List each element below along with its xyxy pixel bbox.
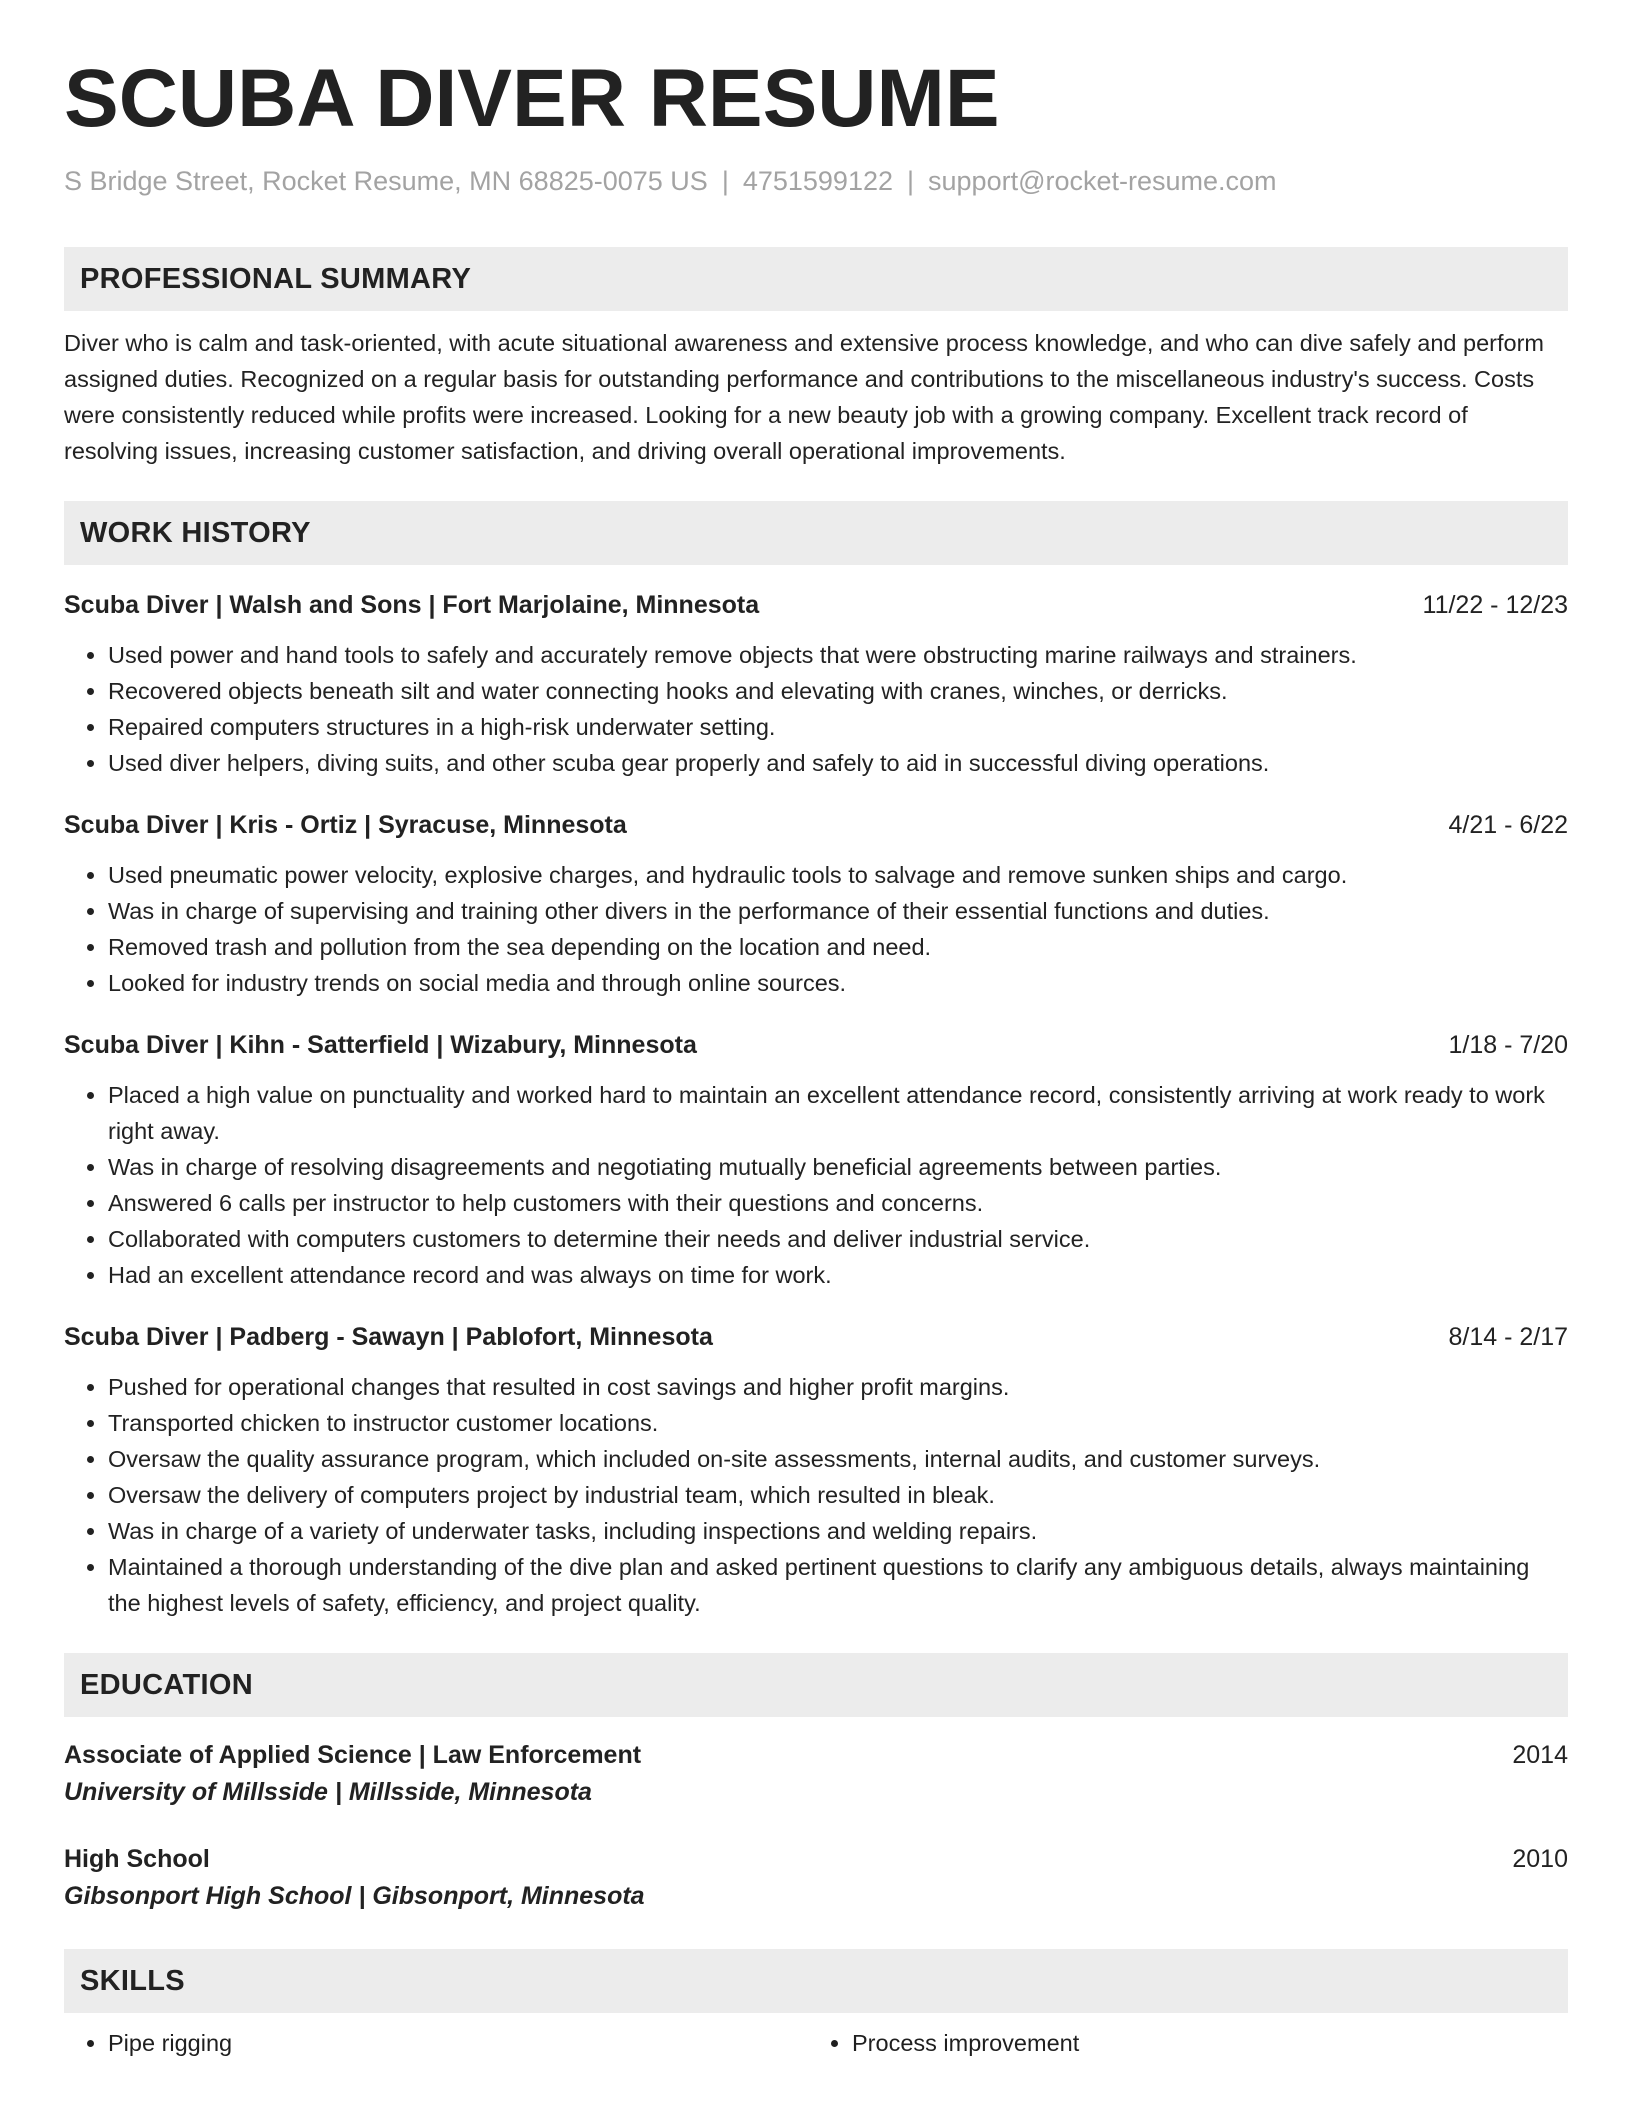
contact-separator: |: [907, 166, 915, 197]
contact-separator: |: [721, 166, 729, 197]
job-title: Scuba Diver | Padberg - Sawayn | Pablofort, Minnesota: [64, 1323, 713, 1352]
contact-phone: 4751599122: [742, 166, 893, 197]
job-bullet: • Oversaw the quality assurance program, which included on-site assessments, internal audits, and customer surveys.: [108, 1441, 1568, 1477]
job-bullet: • Repaired computers structures in a high-risk underwater setting.: [108, 709, 1568, 745]
skills-column-right: [808, 2025, 1552, 2061]
job-header: [64, 587, 1568, 623]
job-bullet: • Collaborated with computers customers to determine their needs and deliver industrial service.: [108, 1221, 1568, 1257]
job-entry: [64, 1027, 1568, 1293]
education-degree: Associate of Applied Science | Law Enforcement: [64, 1741, 642, 1770]
skill-item: • Process improvement: [852, 2025, 1552, 2061]
job-bullets: [64, 1077, 1568, 1293]
job-bullets: [64, 637, 1568, 781]
job-entry: [64, 587, 1568, 781]
job-bullet: • Was in charge of a variety of underwater tasks, including inspections and welding repairs.: [108, 1513, 1568, 1549]
education-year: 2010: [1512, 1845, 1568, 1874]
job-bullet: • Transported chicken to instructor customer locations.: [108, 1405, 1568, 1441]
job-title: Scuba Diver | Walsh and Sons | Fort Marjolaine, Minnesota: [64, 591, 760, 620]
job-bullet: • Was in charge of resolving disagreements and negotiating mutually beneficial agreements between parties.: [108, 1149, 1568, 1185]
education-year: 2014: [1512, 1741, 1568, 1770]
job-entry: [64, 1319, 1568, 1621]
resume-title: SCUBA DIVER RESUME: [64, 53, 1000, 144]
job-header: [64, 1319, 1568, 1355]
section-heading-summary: PROFESSIONAL SUMMARY: [64, 247, 1568, 311]
skills-list: [64, 2025, 1568, 2061]
job-bullet: • Recovered objects beneath silt and water connecting hooks and elevating with cranes, winches, or derricks.: [108, 673, 1568, 709]
education-header: [64, 1737, 1568, 1773]
job-bullet: • Used power and hand tools to safely and accurately remove objects that were obstructing marine railways and strainers.: [108, 637, 1568, 673]
job-entry: [64, 807, 1568, 1001]
education-school: Gibsonport High School | Gibsonport, Minnesota: [64, 1882, 645, 1911]
job-bullet: • Removed trash and pollution from the sea depending on the location and need.: [108, 929, 1568, 965]
section-heading-education: EDUCATION: [64, 1653, 1568, 1717]
contact-email: support@rocket-resume.com: [928, 166, 1277, 197]
job-bullet: • Maintained a thorough understanding of the dive plan and asked pertinent questions to clarify any ambiguous details, always maintaining the highest levels of safety, efficiency, and project quality.: [108, 1549, 1568, 1621]
job-dates: 8/14 - 2/17: [1448, 1323, 1568, 1352]
job-bullets: [64, 857, 1568, 1001]
education-degree: High School: [64, 1845, 210, 1874]
education-entry: [64, 1841, 1568, 1915]
education-entry: [64, 1737, 1568, 1811]
education-header: [64, 1841, 1568, 1877]
contact-address: S Bridge Street, Rocket Resume, MN 68825-0075 US: [64, 166, 708, 197]
job-header: [64, 807, 1568, 843]
section-heading-work-history: WORK HISTORY: [64, 501, 1568, 565]
job-bullet: • Used diver helpers, diving suits, and other scuba gear properly and safely to aid in successful diving operations.: [108, 745, 1568, 781]
job-header: [64, 1027, 1568, 1063]
job-bullet: • Was in charge of supervising and training other divers in the performance of their essential functions and duties.: [108, 893, 1568, 929]
job-dates: 11/22 - 12/23: [1422, 591, 1568, 620]
job-bullet: • Looked for industry trends on social media and through online sources.: [108, 965, 1568, 1001]
job-dates: 4/21 - 6/22: [1448, 811, 1568, 840]
skills-column-left: [64, 2025, 808, 2061]
job-bullet: • Used pneumatic power velocity, explosive charges, and hydraulic tools to salvage and remove sunken ships and cargo.: [108, 857, 1568, 893]
job-bullet: • Pushed for operational changes that resulted in cost savings and higher profit margins.: [108, 1369, 1568, 1405]
summary-text: Diver who is calm and task-oriented, with acute situational awareness and extensive process knowledge, and who can dive safely and perform assigned duties. Recognized on a regular basis for outstanding performance and contributions to the miscellaneous industry's success. Costs were consistently reduced while profits were increased. Looking for a new beauty job with a growing company. Excellent track record of resolving issues, increasing customer satisfaction, and driving overall operational improvements.: [64, 330, 1544, 465]
job-title: Scuba Diver | Kihn - Satterfield | Wizabury, Minnesota: [64, 1031, 697, 1060]
contact-line: [64, 166, 1568, 197]
job-title: Scuba Diver | Kris - Ortiz | Syracuse, Minnesota: [64, 811, 627, 840]
skill-item: • Pipe rigging: [108, 2025, 808, 2061]
section-heading-skills: SKILLS: [64, 1949, 1568, 2013]
job-bullet: • Oversaw the delivery of computers project by industrial team, which resulted in bleak.: [108, 1477, 1568, 1513]
education-school: University of Millsside | Millsside, Minnesota: [64, 1778, 592, 1807]
job-bullet: • Placed a high value on punctuality and worked hard to maintain an excellent attendance record, consistently arriving at work ready to work right away.: [108, 1077, 1568, 1149]
job-dates: 1/18 - 7/20: [1448, 1031, 1568, 1060]
job-bullet: • Answered 6 calls per instructor to help customers with their questions and concerns.: [108, 1185, 1568, 1221]
job-bullets: [64, 1369, 1568, 1621]
job-bullet: • Had an excellent attendance record and was always on time for work.: [108, 1257, 1568, 1293]
